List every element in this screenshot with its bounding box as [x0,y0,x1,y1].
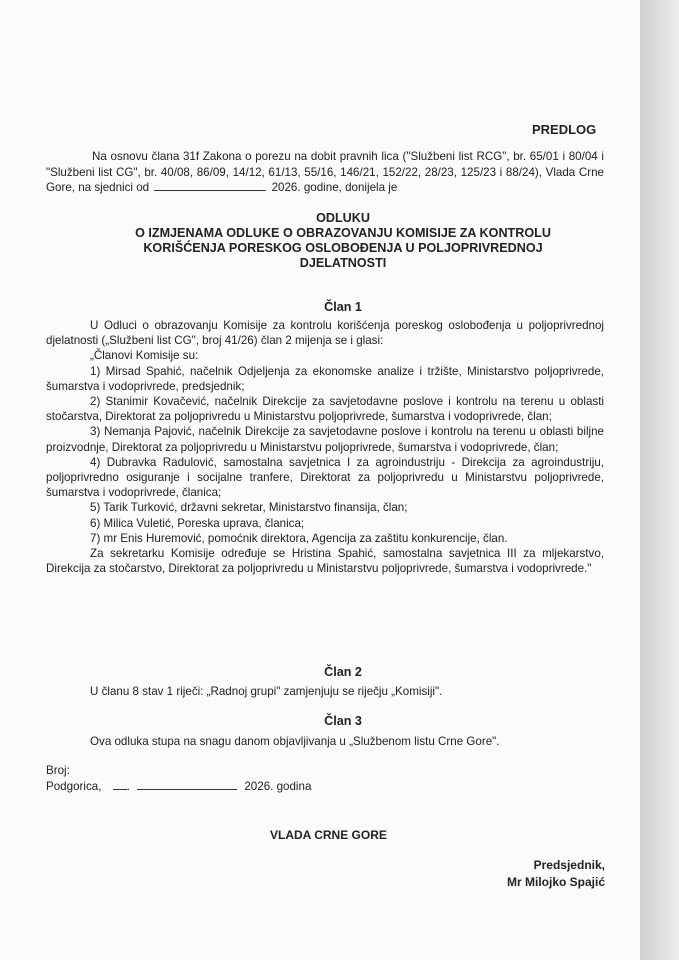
article-1-heading: Član 1 [324,300,362,314]
article-3-text: Ova odluka stupa na snagu danom objavljivanja u „Službenom listu Crne Gore". [90,735,500,748]
signer-name: Mr Milojko Spajić [506,875,605,889]
member-item: 5) Tarik Turković, državni sekretar, Ministarstvo finansija, član; [90,501,408,515]
member-item: 1) Mirsad Spahić, načelnik Odjeljenja za ekonomske analize i tržište, Ministarstvo poljoprivrede, šumarstva i vodoprivrede, predsjednik; [46,364,604,393]
article-1-body [46,318,604,576]
article-2-body [46,684,604,699]
article-3-heading: Član 3 [324,714,362,728]
signer-title: Predsjednik, [533,858,605,872]
title-line-1: ODLUKU [316,211,370,225]
article-2-text: U članu 8 stav 1 riječi: „Radnoj grupi" zamjenjuju se riječju „Komisiji". [90,685,443,698]
title-line-3: KORIŠĆENJA PORESKOG OSLOBOĐENJA U POLJOPRIVREDNOJ [143,241,543,255]
member-item: 2) Stanimir Kovačević, načelnik Direkcije za savjetodavne poslove i kontrolu na terenu u oblasti stočarstva, Direktorat za poljoprivredu u Ministarstvu poljoprivrede, šumarstva i vodoprivrede, član; [46,395,604,424]
article-3-body [46,734,604,749]
session-date-blank [154,180,266,191]
page-edge [640,0,679,960]
article-1-paragraph: U Odluci o obrazovanju Komisije za kontrolu korišćenja poreskog oslobođenja u poljoprivrednoj djelatnosti („Službeni list CG", broj 41/26) član 2 mijenja se i glasi: [46,319,604,348]
member-item: 6) Milica Vuletić, Poreska uprava, članica; [90,516,305,530]
draft-label: PREDLOG [532,122,597,137]
day-blank [113,779,127,790]
document-title [46,211,640,271]
place: Podgorica, [46,780,102,793]
secretary-paragraph: Za sekretarku Komisije određuje se Hristina Spahić, samostalna savjetnica III za mljekarstvo, Direkcija za stočarstvo, Direktorat za poljoprivredu u Ministarstvu poljoprivrede, šumarstva i vodoprivrede." [46,547,604,576]
document-number: Broj: [46,764,70,777]
member-item: 7) mr Enis Huremović, pomoćnik direktora, Agencija za zaštitu konkurencije, član. [90,531,508,545]
article-1-paragraph: „Članovi Komisije su: [90,349,199,363]
title-line-4: DJELATNOSTI [299,256,387,270]
member-item: 3) Nemanja Pajović, načelnik Direkcije za savjetodavne poslove i kontrolu na terenu u oblasti biljne proizvodnje, Direktorat za poljoprivredu u Ministarstvu poljoprivrede, šumarstva i vodoprivrede, član; [46,425,604,454]
intro-text-part2: 2026. godine, donijela je [271,181,398,194]
government-name: VLADA CRNE GORE [270,828,387,842]
intro-paragraph [46,149,604,196]
article-2-heading: Član 2 [324,665,362,679]
intro-text-part1: Na osnovu člana 31f Zakona o porezu na dobit pravnih lica ("Službeni list RCG", br. 65/01 i 80/04 i "Službeni list CG", br. 40/08, 86/09, 14/12, 61/13, 55/16, 146/21, 152/22, 28/23, 125/23 i 88/24), Vlada Crne Gore, na sjednici od [46,150,604,194]
month-blank [137,779,237,790]
year-text: 2026. godina [244,780,312,793]
member-item: 4) Dubravka Radulović, samostalna savjetnica I za agroindustriju - Direkcija za agroindustriju, poljoprivredno osiguranje i socijalne tranfere, Direktorat za poljoprivredu u Ministarstvu poljoprivrede, šumarstva i vodoprivrede, članica; [46,455,604,500]
signature-block [440,857,605,891]
place-date-line: Podgorica, . 2026. godina [46,780,312,793]
title-line-2: O IZMJENAMA ODLUKE O OBRAZOVANJU KOMISIJE ZA KONTROLU [135,226,551,240]
